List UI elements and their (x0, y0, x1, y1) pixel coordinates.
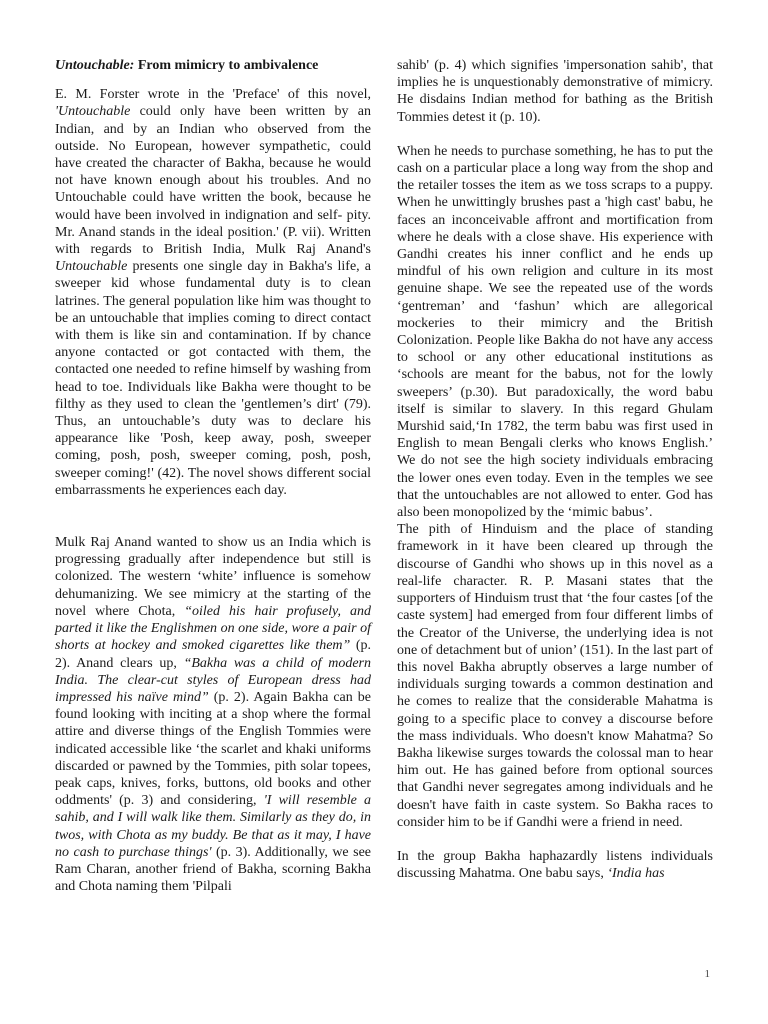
text-run: Mulk Raj Anand wanted to show us an India which is progressing gradually after independence but still is colonized. The western ‘white’ influence is somehow dehumanizing. We see mimicry at the starting of the novel where Chota, (55, 535, 371, 619)
text-run: (p. 3). Additionally, we see Ram Charan, another friend of Bakha, scorning Bakha and Chota naming them 'Pilpali (55, 844, 372, 895)
page-number: 1 (704, 968, 710, 980)
text-run: E. M. Forster wrote in the 'Preface' of this novel, (55, 87, 371, 103)
section-title-italic: Untouchable: (55, 58, 135, 73)
section-title (55, 57, 371, 74)
text-run-italic: Untouchable (55, 259, 128, 275)
paragraph-pilpali-sahib: sahib' (p. 4) which signifies 'impersonation sahib', that implies he is unquestionably demonstrative of mimicry. He disdains Indian method for bathing as the British Tommies detest it (p. 10). (397, 58, 713, 125)
text-run-italic: 'Untouchable (55, 104, 131, 120)
paragraph-mimicry (55, 534, 371, 895)
paragraph-hinduism: The pith of Hinduism and the place of standing framework in it have been cleared up through the discourse of Gandhi who shows up in this novel as a real-life character. R. P. Masani states that the supporters of Hinduism trust that ‘the four castes [of the caste system] had emerged from four different limbs of the Creator of the Universe, the underlying idea is not one of detachment but of union’ (151). In the last part of this novel Bakha abruptly observes a large number of individuals surging towards a common destination and he comes to realize that the considerable Mahatma is going to a specific place to convey a discourse before the mass individuals. Who doesn't know Mahatma? So Bakha likewise surges towards the colossal man to hear him out. He has gained before from optional sources that Gandhi never segregates among individuals and he doesn't have faith in caste system. So Bakha races to consider him to be if Gandhi were a friend in need. (397, 522, 713, 830)
paragraph-group-babu (397, 848, 713, 882)
text-run: could only have been written by an Indian, and by an Indian who observed from the outside. No European, however sympathetic, could have created the character of Bakha, because he would not have known enough about his troubles. And no Untouchable could have written the book, because he would have been involved in indignation and self- pity. Mr. Anand stands in the ideal position.' (P. vii). Written with regards to British India, Mulk Raj Anand's (55, 104, 371, 258)
paragraph-purchase: When he needs to purchase something, he has to put the cash on a particular place a long way from the shop and the retailer tosses the item as we toss scraps to a puppy. When he unwittingly brushes past a 'high cast' babu, he faces an inconceivable affront and mortification from where he deals with a close shave. His experience with Gandhi creates his inner conflict and he ends up mindful of his own religion and culture in its most genuine shape. We see the repeated use of the words ‘gentreman’ and ‘fashun’ which are allegorical mockeries to their mimicry and the British Colonization. People like Bakha do not have any access to school or any other educational institutions as ‘schools are meant for the babus, not for the lowly sweepers’ (p.30). But paradoxically, the word babu itself is similar to slavery. In this regard Ghulam Murshid said,‘In 1782, the term babu was first used in English to mean Bengali clerks who knows English.’ We do not see the high society individuals embracing the lower ones even today. Even in the temples we see that the untouchables are not allowed to enter. God has also been monopolized by the ‘mimic babus’. (397, 143, 713, 521)
left-column (55, 57, 371, 895)
paragraph-forster-preface (55, 86, 371, 499)
text-run: In the group Bakha haphazardly listens individuals discussing Mahatma. One babu says, (397, 848, 713, 882)
text-run: presents one single day in Bakha's life, a sweeper kid whose fundamental duty is to clean latrines. The general population like him was thought to be an untouchable that implies coming to direct contact with them is like sin and contamination. If by chance anyone contacted or got contacted with them, the contacted one needed to refine himself by washing from head to toe. Individuals like Bakha were thought to be filthy as they used to clean the 'gentlemen’s dirt' (79). Thus, an untouchable’s duty was to declare his appearance like 'Posh, keep away, posh, sweeper coming, posh, posh, sweeper coming, posh, posh, sweeper coming!' (42). The novel shows different social embarrassments he experiences each day. (55, 259, 371, 498)
section-title-rest: From mimicry to ambivalence (134, 58, 319, 73)
text-run: (p. 2). Again Bakha can be found looking with inciting at a shop where the formal attire and diverse things of the English Tommies were indicated accessible like ‘the scarlet and khaki uniforms discarded or pawned by the Tommies, pith solar topees, peak caps, knives, forks, buttons, old books and other oddments' (p. 3) and considering, (55, 689, 371, 809)
right-column (397, 57, 713, 882)
quote-italic: “oiled his hair profusely, and parted it like the Englishmen on one side, wore a pair of shorts at hockey and smoked cigarettes like them” (55, 603, 371, 654)
quote-italic: ‘India has (607, 866, 665, 882)
quote-italic: 'I will resemble a sahib, and I will walk like them. Similarly as they do, in twos, with Chota as my buddy. Be that as it may, I have no cash to purchase things' (55, 793, 371, 860)
text-run: (p. 2). Anand clears up, (55, 638, 371, 671)
quote-italic: “Bakha was a child of modern India. The clear-cut styles of European dress had impressed his naïve mind” (55, 655, 371, 705)
